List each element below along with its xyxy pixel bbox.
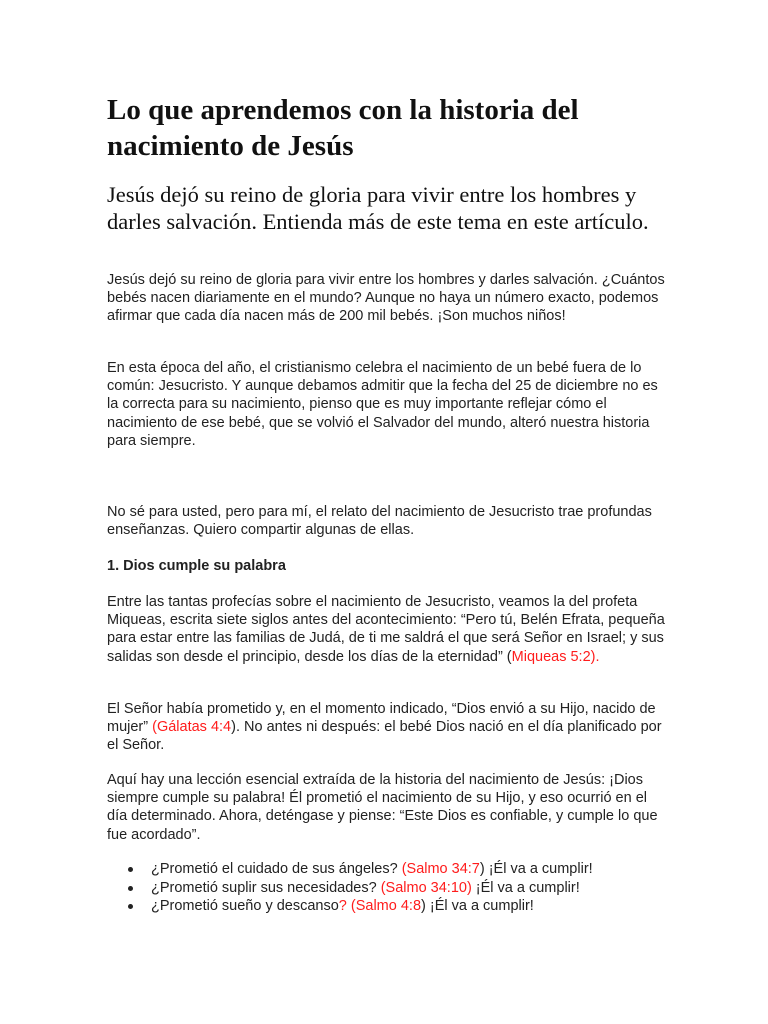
- list-item-text: ) ¡Él va a cumplir!: [421, 898, 534, 914]
- bullet-icon: [128, 867, 133, 872]
- reference-salmo-34-7: (Salmo 34:7: [401, 861, 480, 877]
- paragraph-intro: Jesús dejó su reino de gloria para vivir entre los hombres y darles salvación. ¿Cuántos bebés nacen diariamente en el mundo? Aunque no haya un número exacto, podemos afirmar que cada día nacen más de 200 mil bebés. ¡Son muchos niños!: [107, 272, 665, 325]
- reference-salmo-4-8: ? (Salmo 4:8: [338, 898, 422, 914]
- paragraph-prophecy-text: Entre las tantas profecías sobre el nacimiento de Jesucristo, veamos la del profeta Miqueas, escrita siete siglos antes del acontecimiento: “Pero tú, Belén Efrata, pequeña para estar entre las familias de Judá, de ti me saldrá el que será Señor en Israel; y sus salidas son desde el principio, desde los días de la eternidad” (: [107, 594, 665, 665]
- article-subtitle: Jesús dejó su reino de gloria para vivir entre los hombres y darles salvación. Entienda más de este tema en este artículo.: [107, 182, 649, 234]
- bullet-icon: [128, 904, 133, 909]
- list-item: [107, 860, 593, 879]
- reference-galatas: (Gálatas 4:4: [152, 719, 232, 736]
- section-heading: 1. Dios cumple su palabra: [107, 558, 286, 574]
- reference-miqueas: Miqueas 5:2).: [511, 648, 600, 665]
- paragraph-promise: [107, 700, 667, 755]
- promise-list: [107, 860, 593, 916]
- list-item-text: ) ¡Él va a cumplir!: [479, 861, 593, 877]
- article-title: Lo que aprendemos con la historia del nacimiento de Jesús: [107, 94, 579, 162]
- bullet-icon: [128, 886, 133, 891]
- list-item: [107, 897, 593, 916]
- list-item-text: ¿Prometió sueño y descanso: [151, 898, 339, 914]
- paragraph-lesson: Aquí hay una lección esencial extraída de la historia del nacimiento de Jesús: ¡Dios siempre cumple su palabra! Él prometió el nacimiento de su Hijo, y eso ocurrió en el día determinado. Ahora, deténgase y piense: “Este Dios es confiable, y cumple lo que fue acordado”.: [107, 772, 658, 843]
- list-item-text: ¡Él va a cumplir!: [471, 879, 580, 896]
- paragraph-promise-after: ). No antes ni después: el bebé Dios nació en el día planificado por el Señor.: [107, 719, 662, 754]
- reference-salmo-34-10: (Salmo 34:10): [380, 879, 472, 896]
- paragraph-prophecy: [107, 593, 667, 666]
- paragraph-promise-before: El Señor había prometido y, en el momento indicado, “Dios envió a su Hijo, nacido de mujer”: [107, 701, 656, 736]
- paragraph-teachings: No sé para usted, pero para mí, el relato del nacimiento de Jesucristo trae profundas enseñanzas. Quiero compartir algunas de ellas.: [107, 504, 652, 539]
- list-item: [107, 879, 593, 898]
- list-item-text: ¿Prometió el cuidado de sus ángeles?: [151, 861, 402, 877]
- paragraph-season: En esta época del año, el cristianismo celebra el nacimiento de un bebé fuera de lo común: Jesucristo. Y aunque debamos admitir que la fecha del 25 de diciembre no es la correcta para su nacimiento, pienso que es muy importante reflejar cómo el nacimiento de ese bebé, que se volvió el Salvador del mundo, alteró nuestra historia para siempre.: [107, 360, 658, 449]
- list-item-text: ¿Prometió suplir sus necesidades?: [151, 879, 381, 896]
